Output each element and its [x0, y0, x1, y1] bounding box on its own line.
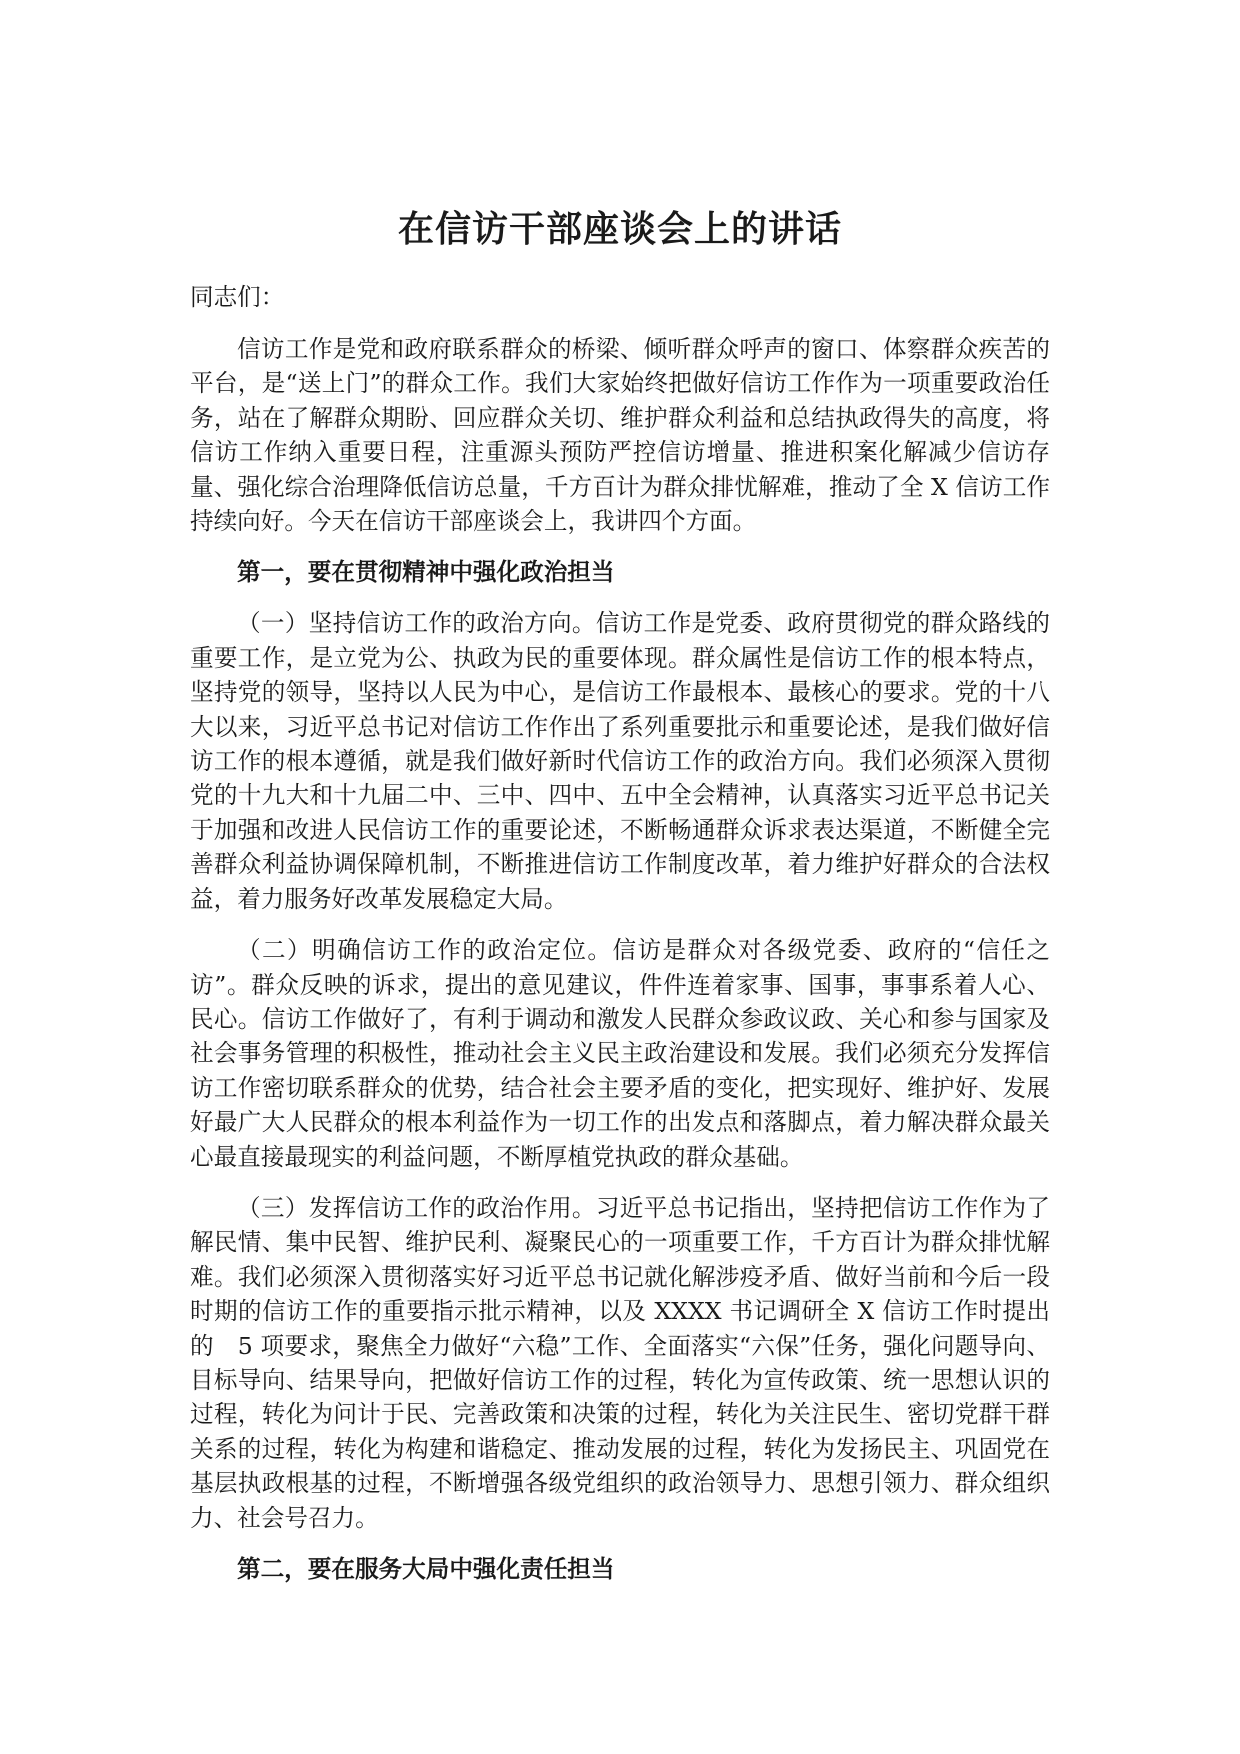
document-title: 在信访干部座谈会上的讲话 [397, 208, 842, 250]
paragraph-1-2: （二）明确信访工作的政治定位。信访是群众对各级党委、政府的“信任之访”。群众反映的诉求，提出的意见建议，件件连着家事、国事，事事系着人心、民心。信访工作做好了，有利于调动和激发人民群众参政议政、关心和参与国家及社会事务管理的积极性，推动社会主义民主政治建设和发展。我们必须充分发挥信访工作密切联系群众的优势，结合社会主要矛盾的变化，把实现好、维护好、发展好最广大人民群众的根本利益作为一切工作的出发点和落脚点，着力解决群众最关心最直接最现实的利益问题，不断厚植党执政的群众基础。 [190, 936, 1050, 1171]
salutation: 同志们： [190, 283, 285, 311]
document-body [190, 280, 1050, 1603]
intro-paragraph: 信访工作是党和政府联系群众的桥梁、倾听群众呼声的窗口、体察群众疾苦的平台，是“送上门”的群众工作。我们大家始终把做好信访工作作为一项重要政治任务，站在了解群众期盼、回应群众关切、维护群众利益和总结执政得失的高度，将信访工作纳入重要日程，注重源头预防严控信访增量、推进积案化解减少信访存量、强化综合治理降低信访总量，千方百计为群众排忧解难，推动了全 X 信访工作持续向好。今天在信访干部座谈会上，我讲四个方面。 [190, 335, 1050, 536]
paragraph-1-1: （一）坚持信访工作的政治方向。信访工作是党委、政府贯彻党的群众路线的重要工作，是立党为公、执政为民的重要体现。群众属性是信访工作的根本特点，坚持党的领导，坚持以人民为中心，是信访工作最根本、最核心的要求。党的十八大以来，习近平总书记对信访工作作出了系列重要批示和重要论述，是我们做好信访工作的根本遵循，就是我们做好新时代信访工作的政治方向。我们必须深入贯彻党的十九大和十九届二中、三中、四中、五中全会精神，认真落实习近平总书记关于加强和改进人民信访工作的重要论述，不断畅通群众诉求表达渠道，不断健全完善群众利益协调保障机制，不断推进信访工作制度改革，着力维护好群众的合法权益，着力服务好改革发展稳定大局。 [190, 609, 1050, 913]
paragraph-1-3: （三）发挥信访工作的政治作用。习近平总书记指出，坚持把信访工作作为了解民情、集中民智、维护民利、凝聚民心的一项重要工作，千方百计为群众排忧解难。我们必须深入贯彻落实好习近平总书记就化解涉疫矛盾、做好当前和今后一段时期的信访工作的重要指示批示精神，以及 XXXX 书记调研全 X 信访工作时提出的 5 项要求，聚焦全力做好“六稳”工作、全面落实“六保”任务，强化问题导向、目标导向、结果导向，把做好信访工作的过程，转化为宣传政策、统一思想认识的过程，转化为问计于民、完善政策和决策的过程，转化为关注民生、密切党群干群关系的过程，转化为构建和谐稳定、推动发展的过程，转化为发扬民主、巩固党在基层执政根基的过程，不断增强各级党组织的政治领导力、思想引领力、群众组织力、社会号召力。 [190, 1193, 1050, 1532]
section-heading-1: 第一，要在贯彻精神中强化政治担当 [237, 558, 615, 587]
section-heading-2: 第二，要在服务大局中强化责任担当 [237, 1555, 615, 1583]
